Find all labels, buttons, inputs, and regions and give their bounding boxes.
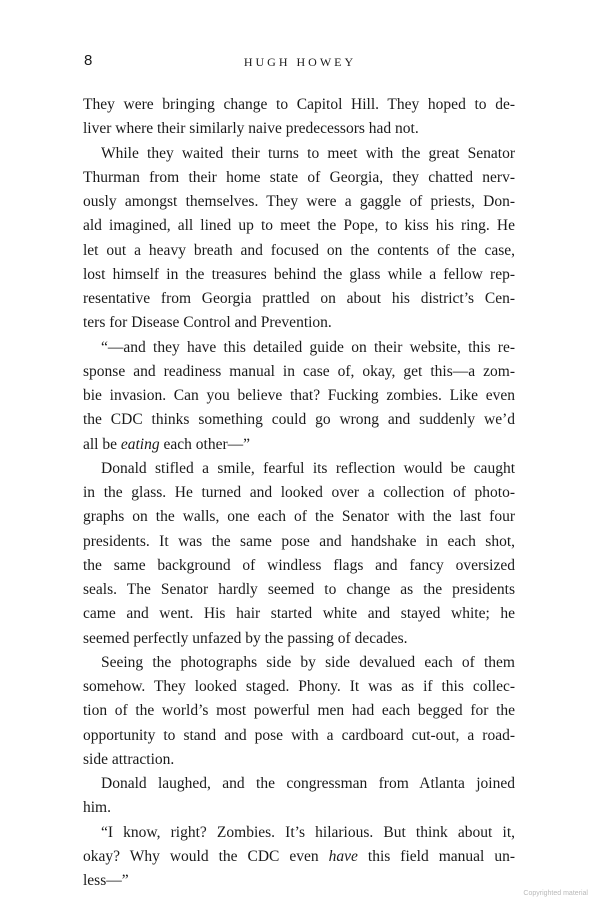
emphasis: have [328,847,358,865]
text-line: the CDC thinks something could go wrong and suddenly we’d [83,411,515,429]
text-line: opportunity to stand and pose with a cardboard cut-out, a road- [83,726,515,744]
text-line: sponse and readiness manual in case of, okay, get this—a zom- [83,362,515,380]
copyright-watermark: Copyrighted material [523,890,588,897]
text-line: tion of the world’s most powerful men had each begged for the [83,702,515,720]
text-line: the same background of windless flags and fancy oversized [83,556,515,574]
running-head: HUGH HOWEY [243,55,357,69]
text-run: okay? Why would the CDC even [83,847,329,865]
page-number: 8 [84,52,93,69]
text-line: ald imagined, all lined up to meet the Pope, to kiss his ring. He [83,217,515,235]
text-line: ously amongst themselves. They were a gaggle of priests, Don- [83,193,515,210]
text-line: somehow. They looked staged. Phony. It was as if this collec- [83,678,515,695]
text-line: seemed perfectly unfazed by the passing of decades. [83,629,408,647]
text-line: in the glass. He turned and looked over a collection of photo- [83,484,515,501]
text-line: Donald laughed, and the congressman from Atlanta joined [101,775,515,792]
text-line: Seeing the photographs side by side devalued each of them [101,653,515,671]
text-run: each other—” [159,435,250,453]
text-line: side attraction. [83,750,175,768]
text-line: Donald stifled a smile, fearful its reflection would be caught [101,459,515,477]
text-line: liver where their similarly naive predecessors had not. [83,120,419,138]
text-line: bie invasion. Can you believe that? Fucking zombies. Like even [83,387,515,404]
text-line: him. [83,799,111,817]
text-run: all be [83,435,121,453]
body-text [83,93,515,893]
text-line: “I know, right? Zombies. It’s hilarious. But think about it, [101,823,515,841]
emphasis: eating [120,435,160,453]
text-run: this field manual un- [357,847,515,865]
text-line: came and went. His hair started white and stayed white; he [83,605,515,623]
text-line: less—” [83,872,129,889]
text-line: lost himself in the treasures behind the glass while a fellow rep- [83,265,515,283]
text-line: presidents. It was the same pose and handshake in each shot, [83,532,515,550]
text-line: ters for Disease Control and Prevention. [83,314,332,332]
text-line: Thurman from their home state of Georgia, they chatted nerv- [83,168,515,186]
text-line: graphs on the walls, one each of the Senator with the last four [83,508,515,526]
text-line [83,433,515,457]
text-line [83,845,515,869]
text-line: seals. The Senator hardly seemed to change as the presidents [83,581,515,598]
text-line: They were bringing change to Capitol Hill. They hoped to de- [83,96,515,113]
text-line: let out a heavy breath and focused on the contents of the case, [83,241,515,259]
text-line: “—and they have this detailed guide on their website, this re- [101,338,515,356]
text-line: resentative from Georgia prattled on about his district’s Cen- [83,290,515,307]
text-line: While they waited their turns to meet with the great Senator [101,144,515,162]
